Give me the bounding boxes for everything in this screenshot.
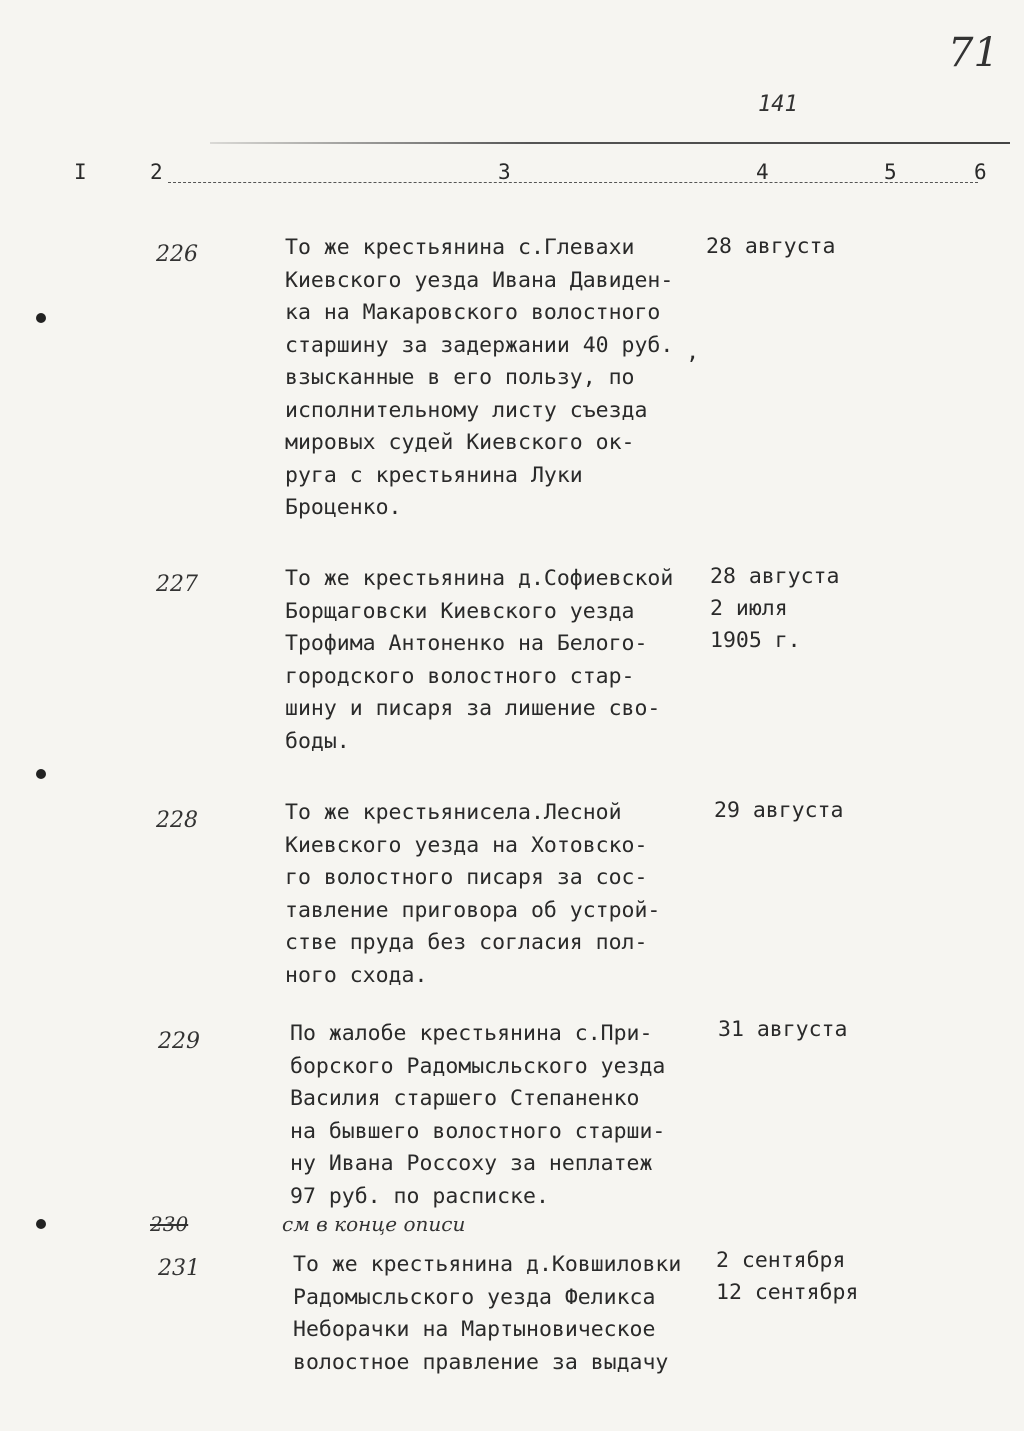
entry-text (285, 232, 685, 525)
entry-line: То же крестьянина с.Глевахи (285, 235, 635, 260)
column-header-4: 4 (756, 160, 769, 184)
header-rule (168, 182, 978, 184)
entry-number: 228 (156, 808, 198, 833)
entry-line: тавление приговора об устрой- (285, 897, 661, 923)
handwritten-note: см в конце описи (282, 1212, 466, 1236)
column-header-1: I (74, 160, 87, 184)
entry-date: 2 июля (710, 596, 788, 621)
entry-number: 229 (158, 1029, 200, 1054)
column-header-6: 6 (974, 160, 987, 184)
entry-date: 31 августа (718, 1017, 848, 1042)
entry-text (285, 563, 685, 758)
entry-line: Радомысльского уезда Феликса (293, 1284, 656, 1310)
entry-line: То же крестьянина д.Софиевской (285, 566, 674, 591)
entry-line: городского волостного стар- (285, 663, 635, 689)
entry-dates (716, 1245, 858, 1309)
entry-line: волостное правление за выдачу (293, 1349, 669, 1375)
entry-line: Киевского уезда на Хотовско- (285, 832, 648, 858)
stray-comma: , (686, 340, 700, 365)
entry-text (285, 797, 685, 992)
entry-text (290, 1018, 690, 1213)
entry-line: По жалобе крестьянина с.При- (290, 1021, 653, 1046)
entry-date: 28 августа (710, 564, 840, 589)
punch-hole (36, 769, 46, 779)
punch-hole (36, 313, 46, 323)
entry-number: 226 (156, 242, 198, 267)
page-number: 141 (758, 92, 798, 117)
folio-number: 71 (948, 30, 999, 76)
entry-line: Киевского уезда Ивана Давиден- (285, 267, 674, 293)
punch-hole (36, 1219, 46, 1229)
entry-line: 97 руб. по расписке. (290, 1183, 549, 1209)
entry-line: руга с крестьянина Луки (285, 462, 583, 488)
column-header-5: 5 (884, 160, 897, 184)
entry-line: ка на Макаровского волостного (285, 300, 661, 325)
entry-dates (706, 231, 835, 263)
entry-date: 28 августа (706, 234, 836, 259)
entry-line: исполнительному листу съезда (285, 397, 648, 423)
entry-line: Василия старшего Степаненко (290, 1086, 640, 1111)
entry-date: 2 сентября (716, 1248, 846, 1273)
entry-line: взысканные в его пользу, по (285, 365, 635, 390)
entry-dates (718, 1014, 847, 1046)
entry-number: 231 (158, 1256, 200, 1281)
entry-line: ного схода. (285, 962, 428, 988)
entry-line: Броценко. (285, 495, 402, 520)
entry-line: Борщаговски Киевского уезда (285, 598, 635, 624)
entry-dates (714, 795, 843, 827)
entry-line: стве пруда без согласия пол- (285, 930, 648, 955)
entry-text (293, 1249, 693, 1379)
entry-line: То же крестьянина д.Ковшиловки (293, 1252, 682, 1277)
entry-line: боды. (285, 728, 350, 754)
top-rule (210, 142, 1010, 144)
entry-line: мировых судей Киевского ок- (285, 430, 635, 455)
entry-line: Трофима Антоненко на Белого- (285, 631, 648, 656)
entry-date: 1905 г. (710, 628, 801, 653)
entry-date: 29 августа (714, 798, 844, 823)
column-header-3: 3 (498, 160, 511, 184)
column-header-2: 2 (150, 160, 163, 184)
entry-line: борского Радомысльского уезда (290, 1053, 666, 1079)
struck-entry-number: 230 (150, 1212, 189, 1236)
entry-line: ну Ивана Россоху за неплатеж (290, 1151, 653, 1176)
entry-number: 227 (156, 572, 198, 597)
entry-line: Неборачки на Мартыновическое (293, 1317, 656, 1342)
entry-line: на бывшего волостного старши- (290, 1118, 666, 1144)
entry-date: 12 сентября (716, 1280, 859, 1305)
entry-line: го волостного писаря за сос- (285, 865, 648, 890)
entry-line: То же крестьянисела.Лесной (285, 800, 622, 825)
entry-dates (710, 561, 839, 657)
entry-line: шину и писаря за лишение сво- (285, 696, 661, 721)
entry-line: старшину за задержании 40 руб. (285, 332, 674, 358)
